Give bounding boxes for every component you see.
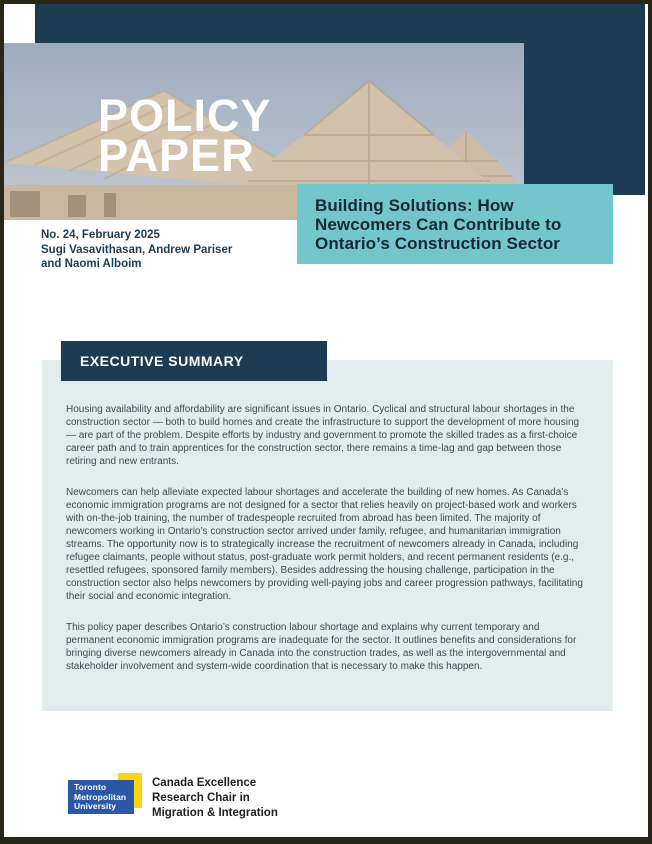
policy-paper-cover-page xyxy=(4,4,648,837)
executive-summary-heading-box xyxy=(61,341,327,381)
series-title xyxy=(98,90,272,181)
paper-title: Building Solutions: How Newcomers Can Contribute to Ontario’s Construction Sector xyxy=(315,196,562,253)
authors-line2: and Naomi Alboim xyxy=(41,258,142,270)
cerc-wordmark-line1: Canada Excellence xyxy=(152,777,257,789)
tmu-logo xyxy=(68,780,134,814)
series-title-line2: PAPER xyxy=(98,130,255,181)
tmu-logo-line2: Metropolitan xyxy=(74,791,127,802)
paper-title-box xyxy=(297,184,613,264)
executive-summary-heading: EXECUTIVE SUMMARY xyxy=(80,353,244,369)
cerc-wordmark-line2: Research Chair in xyxy=(152,792,250,804)
cerc-wordmark-line3: Migration & Integration xyxy=(152,807,278,819)
summary-paragraph-2: Newcomers can help alleviate expected labour shortages and accelerate the building of new homes. As Canada’s economic immigration programs are not designed for a sector that relies heavily on project-based work and workers with on-the-job training, the number of tradespeople recruited from abroad has been limited. The majority of newcomers working in Ontario’s construction sector arrived under family, refugee, and humanitarian immigration streams. The opportunity now is to strategically increase the recruitment of newcomers already in Canada, including refugee claimants, people without status, post-graduate work permit holders, and recent permanent residents (e.g., resettled refugees, sponsored family members). Besides addressing the housing challenge, participation in the construction sector also helps newcomers by providing well-paying jobs and career progression pathways, facilitating their social and economic integration. xyxy=(66,487,583,602)
tmu-logo-line1: Toronto xyxy=(74,782,107,792)
issue-byline xyxy=(41,228,232,272)
tmu-logo-line3: University xyxy=(74,801,117,812)
series-title-line1: POLICY xyxy=(98,90,272,141)
header-white-notch xyxy=(4,4,35,43)
authors-line1: Sugi Vasavithasan, Andrew Pariser xyxy=(41,243,233,256)
issue-number-date: No. 24, February 2025 xyxy=(41,229,160,241)
summary-paragraph-3: This policy paper describes Ontario’s construction labour shortage and explains why current temporary and permanent economic immigration programs are inadequate for the sector. It outlines benefits and considerations for bringing diverse newcomers already in Canada into the construction trades, as well as the intergovernmental and stakeholder involvement and system-wide coordination that is necessary to make this happen. xyxy=(66,622,577,672)
executive-summary-text xyxy=(66,403,588,691)
summary-paragraph-1: Housing availability and affordability are significant issues in Ontario. Cyclical and structural labour shortages in the construction sector — both to build homes and create the infrastructure to support the development of more housing— are part of the problem. Despite efforts by industry and government to promote the skilled trades as a first-choice career path and to train apprentices for the construction sector, there remains a time-lag and gap between those retiring and new entrants. xyxy=(66,404,580,467)
cerc-wordmark xyxy=(152,776,278,821)
